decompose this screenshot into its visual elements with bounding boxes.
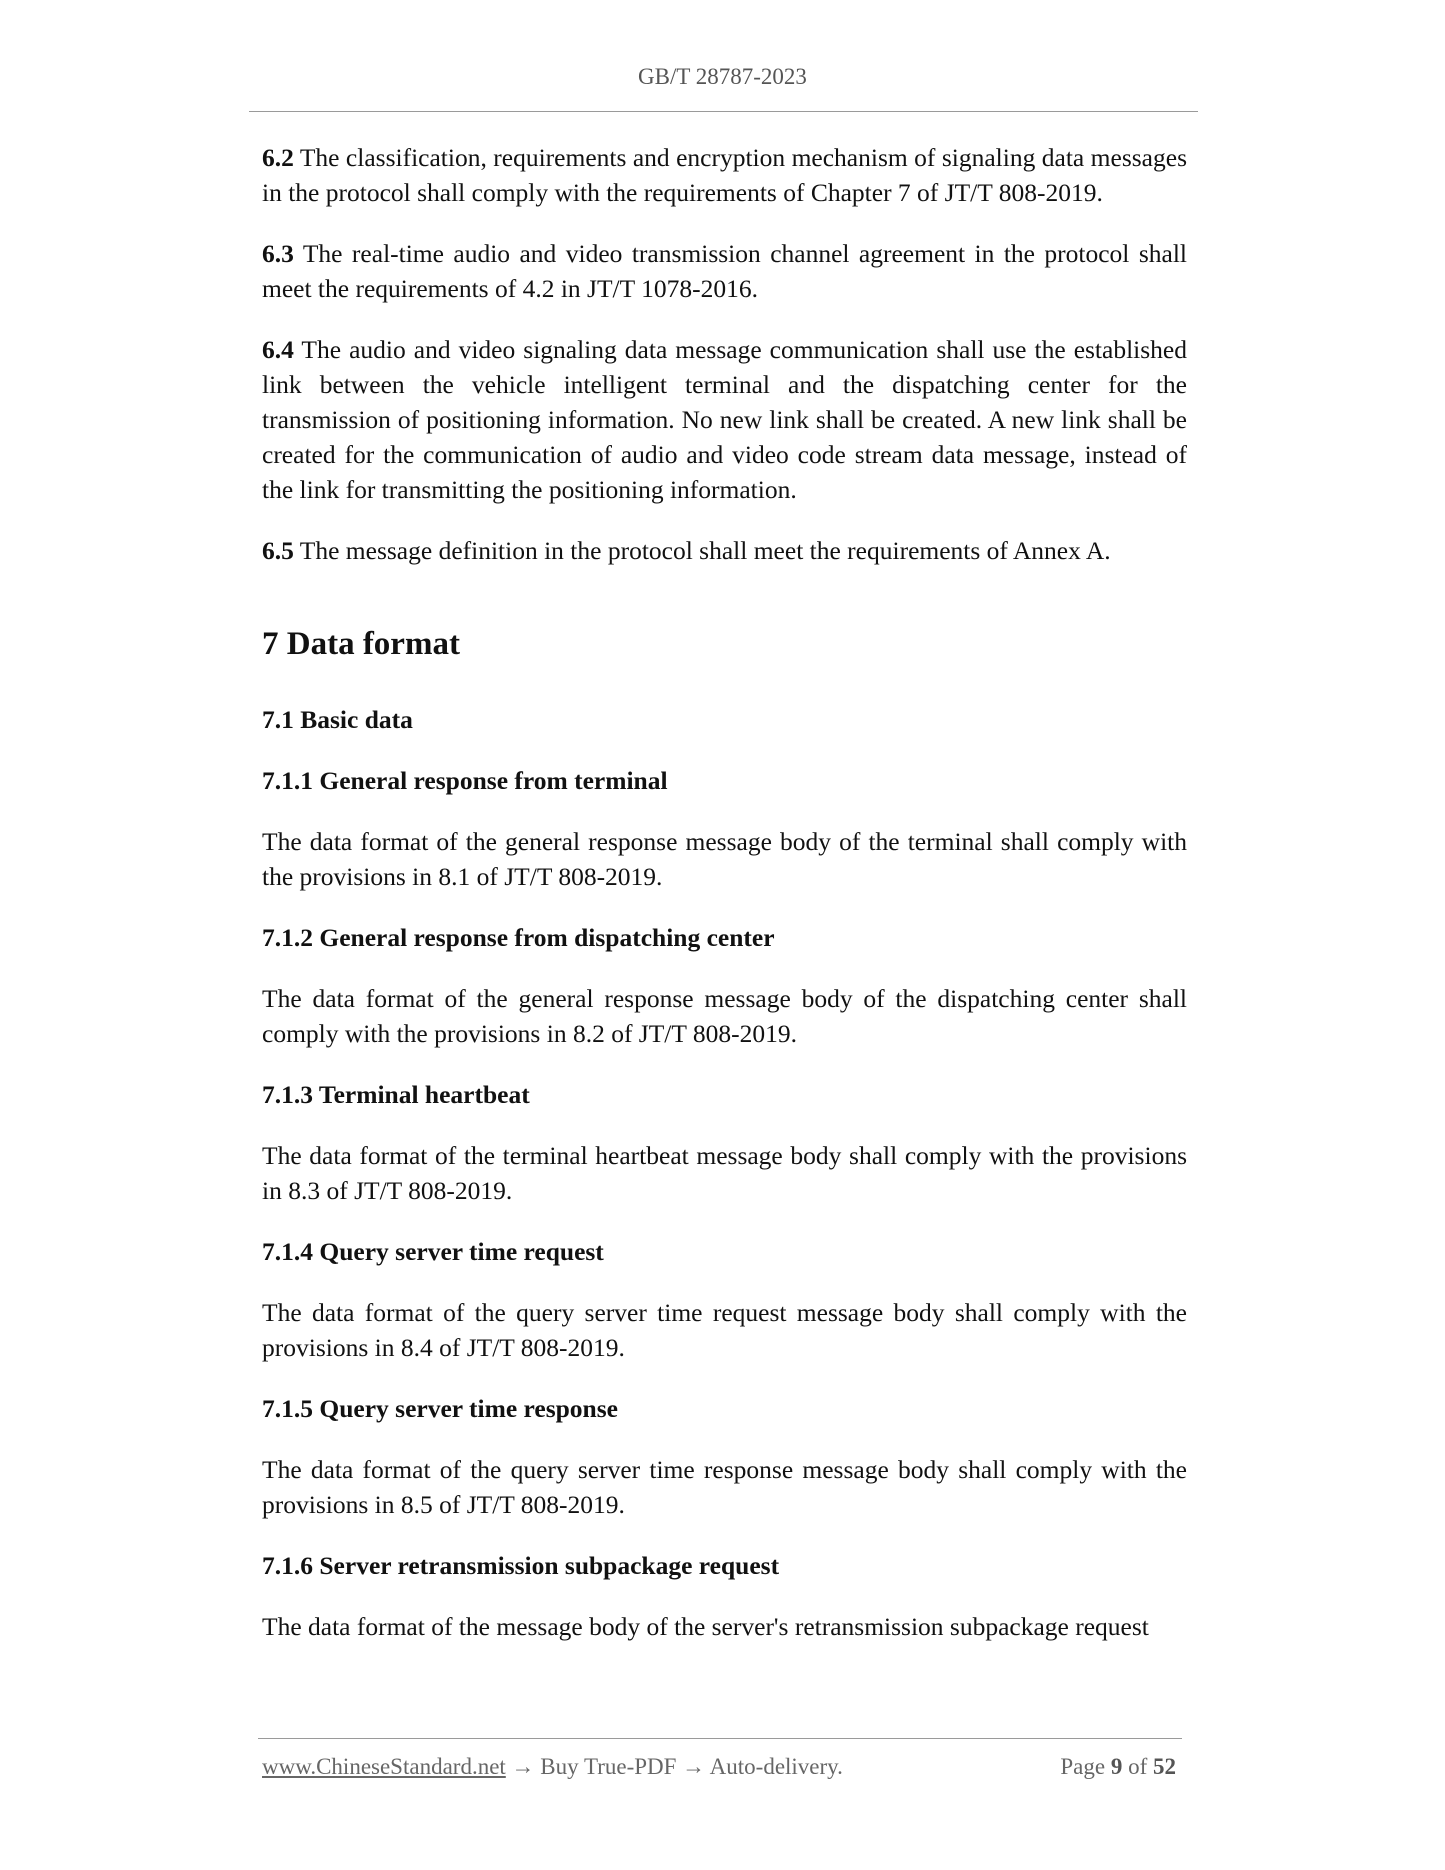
document-body (262, 140, 1187, 1670)
clause-6-2 (262, 140, 1187, 210)
section-7-1-1-text: The data format of the general response message body of the terminal shall comply with the provisions in 8.1 of JT/T 808-2019. (262, 827, 1187, 891)
section-7-1-6-text: The data format of the message body of the server's retransmission subpackage request (262, 1612, 1149, 1641)
page-indicator (1060, 1754, 1176, 1780)
clause-6-5 (262, 533, 1187, 568)
section-7-1-heading: 7.1 Basic data (262, 705, 413, 734)
section-7-1-5-text: The data format of the query server time response message body shall comply with the provisions in 8.5 of JT/T 808-2019. (262, 1455, 1187, 1519)
section-7-1-2-text: The data format of the general response message body of the dispatching center shall comply with the provisions in 8.2 of JT/T 808-2019. (262, 984, 1187, 1048)
clause-number: 6.4 (262, 335, 294, 364)
clause-text: The message definition in the protocol shall meet the requirements of Annex A. (293, 536, 1111, 565)
site-link[interactable]: www.ChineseStandard.net (262, 1754, 506, 1779)
chapter-7-heading: 7 Data format (262, 626, 460, 662)
page-of-label: of (1122, 1754, 1153, 1779)
clause-number: 6.5 (262, 536, 294, 565)
page-header-standard-code: GB/T 28787-2023 (638, 64, 807, 89)
clause-number: 6.3 (262, 239, 294, 268)
section-7-1-1-heading: 7.1.1 General response from terminal (262, 766, 668, 795)
total-page-number: 52 (1153, 1754, 1176, 1779)
clause-6-4 (262, 332, 1187, 507)
section-7-1-5-heading: 7.1.5 Query server time response (262, 1394, 618, 1423)
clause-text: The audio and video signaling data message communication shall use the established link between the vehicle intelligent terminal and the dispatching center for the transmission of positioning information. No new link shall be created. A new link shall be created for the communication of audio and video code stream data message, instead of the link for transmitting the positioning information. (262, 335, 1187, 504)
clause-text: The classification, requirements and encryption mechanism of signaling data messages in the protocol shall comply with the requirements of Chapter 7 of JT/T 808-2019. (262, 143, 1187, 207)
section-7-1-6-heading: 7.1.6 Server retransmission subpackage request (262, 1551, 780, 1580)
section-7-1-4-text: The data format of the query server time request message body shall comply with the provisions in 8.4 of JT/T 808-2019. (262, 1298, 1187, 1362)
footer-promo (262, 1754, 843, 1780)
page-label: Page (1060, 1754, 1111, 1779)
current-page-number: 9 (1110, 1754, 1123, 1779)
clause-6-3 (262, 236, 1187, 306)
section-7-1-4-heading: 7.1.4 Query server time request (262, 1237, 604, 1266)
footer-tagline: → Buy True-PDF → Auto-delivery. (505, 1754, 843, 1779)
section-7-1-3-text: The data format of the terminal heartbeat message body shall comply with the provisions in 8.3 of JT/T 808-2019. (262, 1141, 1187, 1205)
section-7-1-3-heading: 7.1.3 Terminal heartbeat (262, 1080, 530, 1109)
clause-text: The real-time audio and video transmission channel agreement in the protocol shall meet the requirements of 4.2 in JT/T 1078-2016. (262, 239, 1187, 303)
footer-divider (258, 1738, 1182, 1739)
header-divider (249, 111, 1198, 112)
section-7-1-2-heading: 7.1.2 General response from dispatching center (262, 923, 775, 952)
clause-number: 6.2 (262, 143, 294, 172)
